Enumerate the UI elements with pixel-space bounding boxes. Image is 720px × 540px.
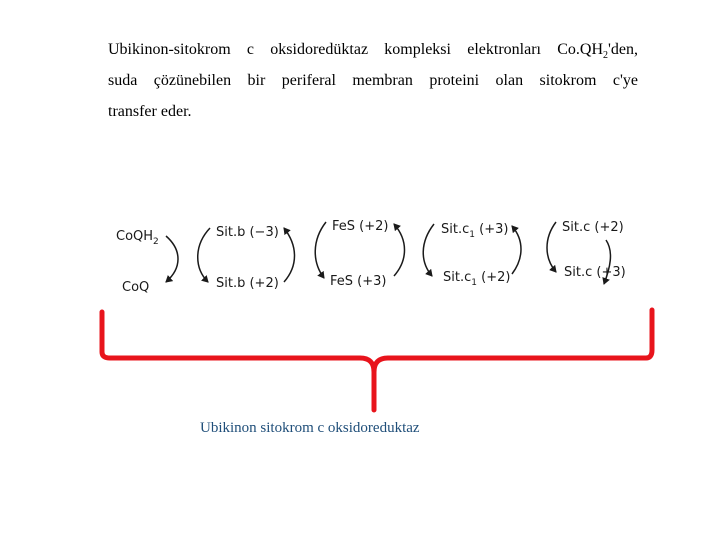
arrow-fes-right (394, 224, 405, 276)
sit-c1-bottom-label: $Sit.c_1$ (+2) (443, 270, 511, 288)
sit-b-bottom-label: Sit.b (+2) (216, 276, 279, 291)
cycle-sit-b (198, 225, 295, 291)
sit-b-top-label: Sit.b (−3) (216, 225, 279, 240)
paragraph-line-2: suda çözünebilen bir periferal membran proteini olan sitokrom c'ye (108, 72, 638, 89)
cycle-sit-c1 (423, 222, 521, 288)
complex-bracket (102, 310, 652, 410)
arrow-sit-c1-left (423, 224, 434, 276)
coq-label: CoQ (122, 280, 150, 295)
sit-c1-top-label: $Sit.c_1$ (+3) (441, 222, 509, 240)
sit-c-bottom-label: Sit.c (+3) (564, 265, 626, 280)
cycle-fes (315, 219, 404, 289)
arrow-fes-left (315, 222, 326, 278)
arrow-sit-b-right (284, 228, 295, 282)
sit-c-top-label: Sit.c (+2) (562, 220, 624, 235)
coqh2-label: CoQH$_2$ (116, 229, 159, 247)
cycle-sit-c (547, 220, 626, 284)
paragraph-line-1: Ubikinon-sitokrom c oksidoredüktaz kompleksi elektronları $Co.QH_2'den$, (108, 41, 638, 62)
fes-bottom-label: FeS (+3) (330, 274, 387, 289)
arrow-sit-c-left (547, 222, 556, 272)
cycle-coq (116, 229, 178, 295)
arrow-sit-b-left (198, 228, 210, 282)
paragraph-line-3: transfer eder. (108, 103, 192, 120)
complex-caption: Ubikinon sitokrom c oksidoreduktaz (200, 420, 420, 436)
fes-top-label: FeS (+2) (332, 219, 389, 234)
arrow-sit-c1-right (512, 226, 521, 274)
arrow-coq-down (166, 236, 178, 282)
